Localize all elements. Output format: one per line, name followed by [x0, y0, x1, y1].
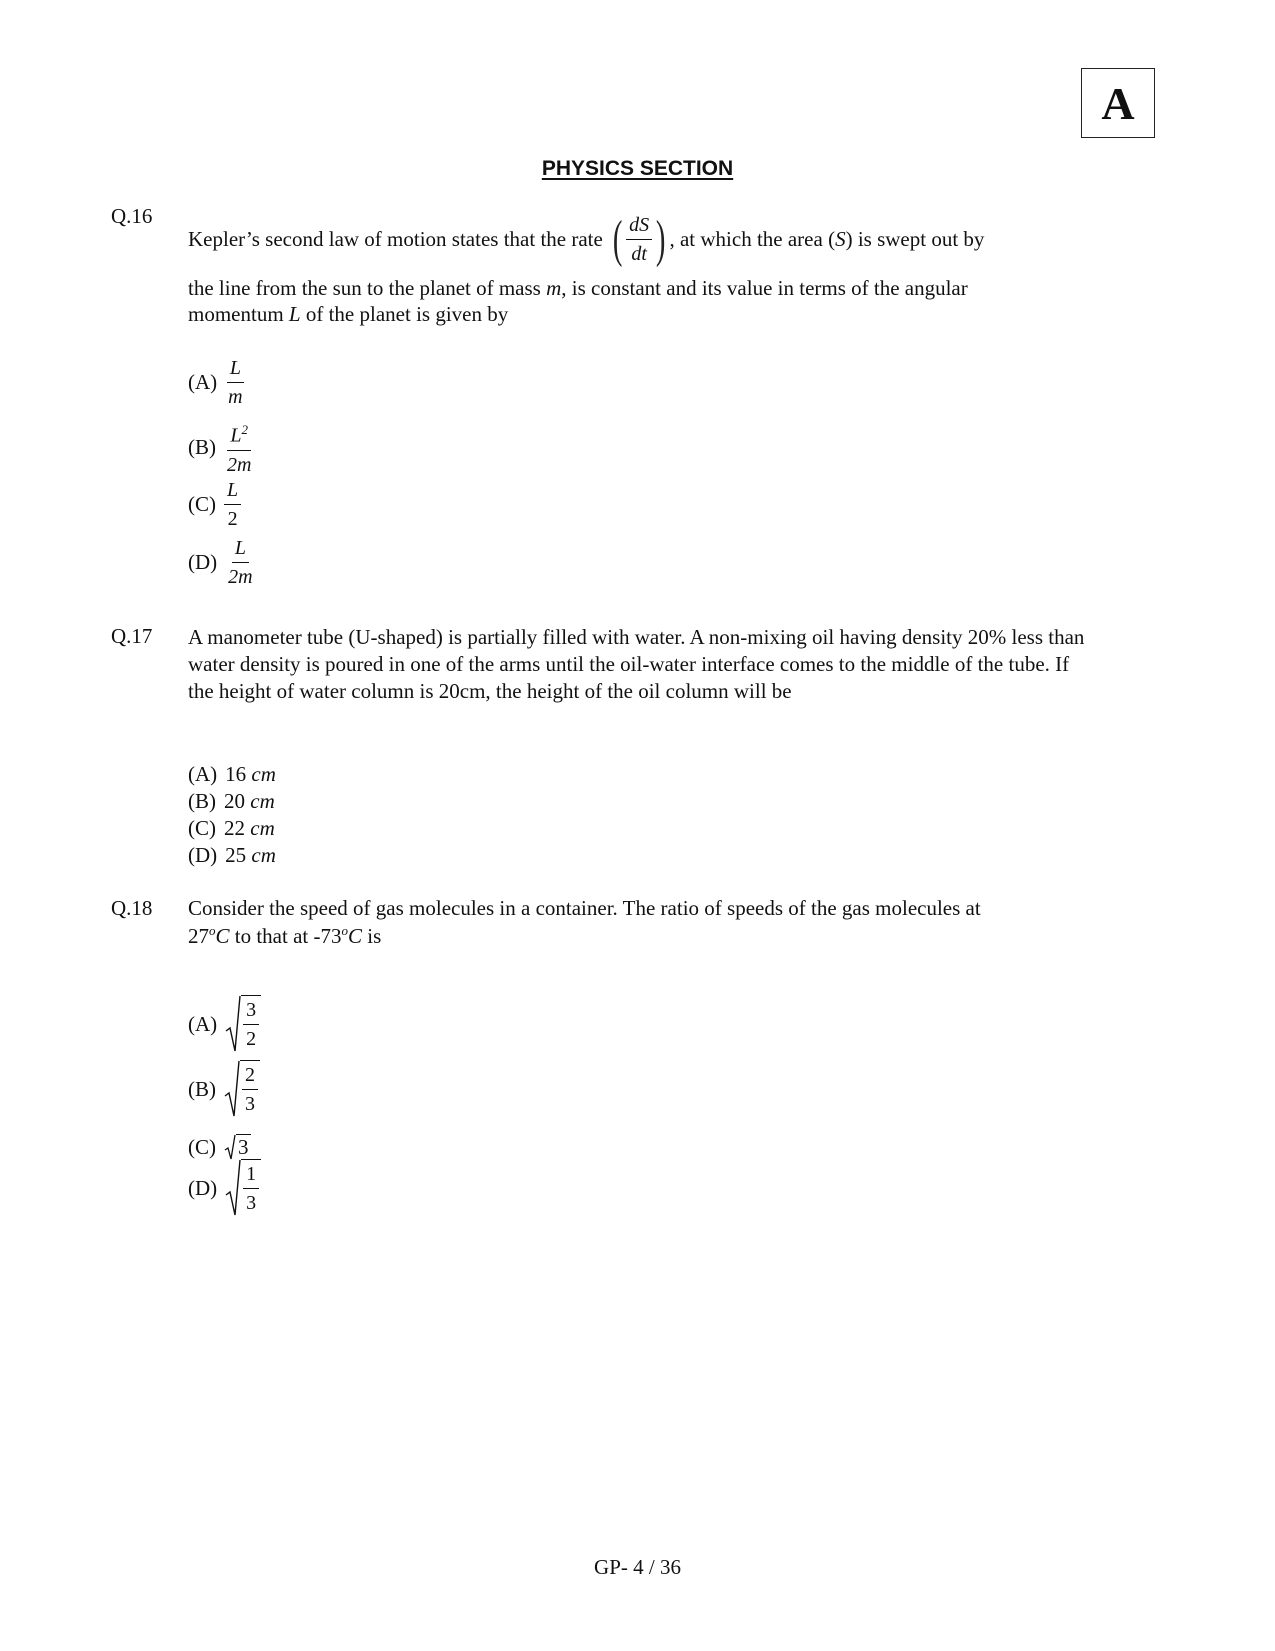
q16-rate-numerator: dS [626, 213, 652, 240]
option-unit: cm [251, 843, 276, 867]
q16-rate-expression [609, 210, 670, 268]
q16-option-c [188, 478, 241, 531]
q16-line1-before: Kepler’s second law of motion states that the rate [188, 227, 603, 251]
numerator: 3 [243, 998, 259, 1025]
radical-sign-icon [224, 1060, 240, 1118]
option-fraction [224, 418, 254, 477]
temp-unit: C [215, 924, 230, 948]
q16-area-symbol: S [835, 227, 846, 251]
option-fraction [224, 478, 241, 531]
denominator: 2m [227, 453, 252, 476]
question-number-16: Q.16 [111, 204, 153, 228]
denominator: 2m [228, 566, 253, 588]
q16-line3-before: momentum [188, 302, 289, 326]
q18-line2-end: is [362, 924, 382, 948]
option-label: (D) [188, 843, 218, 867]
question-16-line-2 [188, 276, 968, 301]
radicand [240, 1060, 260, 1118]
right-paren: ) [656, 210, 666, 268]
degree-sup: o [341, 923, 348, 938]
q18-option-c [188, 1134, 251, 1160]
q16-line2-after: , is constant and its value in terms of the angular [561, 276, 968, 300]
q16-line1-after: , at which the area ( [669, 227, 836, 251]
question-number-18: Q.18 [111, 896, 153, 920]
page-footer: GP- 4 / 36 [594, 1555, 681, 1579]
radicand-fraction [243, 1162, 259, 1215]
q18-option-b [188, 1060, 260, 1118]
q16-mass-symbol: m [546, 276, 562, 300]
question-18-line-1: Consider the speed of gas molecules in a container. The ratio of speeds of the gas molecules at [188, 896, 981, 920]
q18-option-d [188, 1159, 261, 1217]
denominator: 3 [245, 1093, 255, 1115]
q16-line2-before: the line from the sun to the planet of mass [188, 276, 547, 300]
option-label: (B) [188, 789, 216, 813]
option-value: 25 [225, 843, 247, 867]
square-root [224, 1134, 251, 1160]
option-value: 16 [225, 762, 247, 786]
degree-sup: o [209, 923, 216, 938]
q16-option-b [188, 418, 254, 477]
section-title-text: PHYSICS SECTION [541, 157, 734, 180]
question-17-text: A manometer tube (U-shaped) is partially filled with water. A non-mixing oil having density 20% less than water density is poured in one of the arms until the oil-water interface comes to the middle of the tube. If the height of water column is 20cm, the height of the oil column will be [188, 625, 1085, 703]
q16-rate-denominator: dt [631, 243, 647, 265]
radical-sign-icon [225, 995, 241, 1053]
option-label: (B) [188, 434, 216, 459]
numerator-base: L [230, 424, 242, 447]
option-unit: cm [250, 789, 275, 813]
temp1-value: 27 [188, 924, 209, 948]
radicand [241, 995, 261, 1053]
q17-option-a [188, 762, 276, 787]
square-root [225, 1159, 261, 1217]
option-unit: cm [250, 816, 275, 840]
option-label: (A) [188, 1011, 218, 1036]
option-label: (A) [188, 370, 218, 394]
question-number-17: Q.17 [111, 624, 153, 648]
radical-sign-icon [224, 1134, 236, 1160]
denominator: m [228, 386, 243, 408]
numerator: L [232, 536, 249, 563]
option-fraction [225, 536, 255, 589]
q16-option-a [188, 356, 246, 409]
radicand-fraction [243, 998, 259, 1051]
set-code-box [1081, 68, 1155, 138]
option-label: (A) [188, 762, 218, 786]
radicand [241, 1159, 261, 1217]
option-label: (D) [188, 550, 218, 574]
section-title [0, 156, 1275, 181]
temp-unit: C [348, 924, 363, 948]
denominator: 2 [246, 1028, 257, 1050]
question-18-line-2 [188, 923, 381, 949]
numerator: 2 [242, 1063, 258, 1090]
q16-rate-fraction [626, 213, 652, 266]
option-value: 22 [224, 816, 245, 840]
option-label: (D) [188, 1175, 218, 1200]
q16-line1-end: ) is swept out by [845, 227, 985, 251]
denominator: 3 [246, 1192, 257, 1214]
set-code: A [1101, 77, 1135, 129]
option-value: 20 [224, 789, 245, 813]
left-paren: ( [612, 210, 623, 268]
q18-option-a [188, 995, 261, 1053]
option-label: (C) [188, 492, 216, 516]
numerator: L [224, 478, 241, 505]
numerator-exponent: 2 [241, 422, 249, 437]
q17-option-c [188, 816, 275, 841]
numerator: L [227, 356, 244, 383]
q17-option-b [188, 789, 275, 814]
radicand-fraction [242, 1063, 258, 1116]
option-unit: cm [251, 762, 276, 786]
square-root [225, 995, 261, 1053]
denominator: 2 [227, 508, 238, 530]
question-16-line-1 [188, 210, 985, 268]
radical-sign-icon [225, 1159, 241, 1217]
q16-option-d [188, 536, 256, 589]
radicand: 3 [238, 1135, 249, 1159]
option-fraction [225, 356, 245, 409]
q16-momentum-symbol: L [288, 302, 301, 326]
question-16-line-3 [188, 302, 508, 327]
option-label: (B) [188, 1076, 216, 1101]
q16-line3-after: of the planet is given by [300, 302, 509, 326]
q17-option-d [188, 843, 276, 868]
square-root [224, 1060, 260, 1118]
option-label: (C) [188, 816, 216, 840]
option-label: (C) [188, 1134, 216, 1159]
numerator [227, 418, 251, 451]
numerator: 1 [243, 1162, 259, 1189]
q18-line2-mid: to that at -73 [229, 924, 342, 948]
